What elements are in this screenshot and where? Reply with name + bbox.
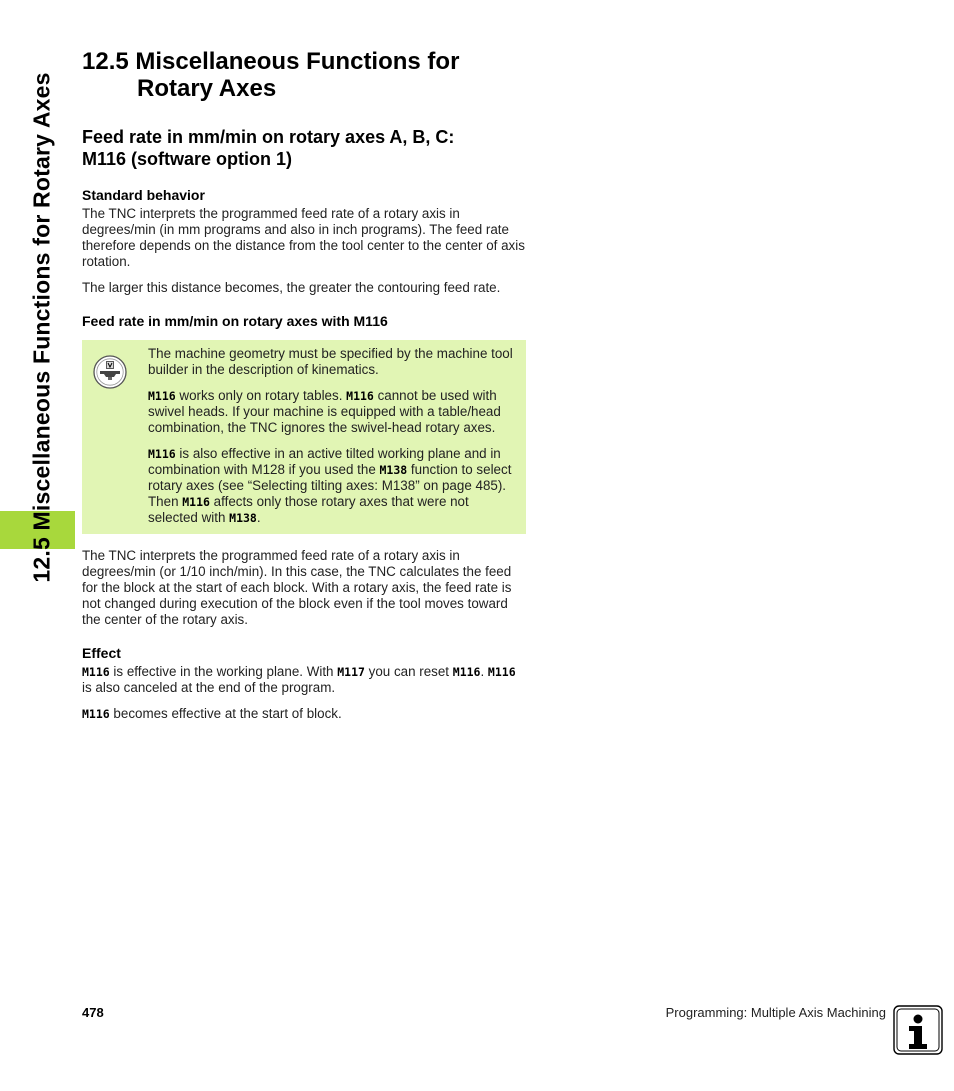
section-title-line1: 12.5 Miscellaneous Functions for: [82, 48, 460, 75]
section-title: [82, 48, 526, 102]
note-paragraph-3: M116 is also effective in an active tilted working plane and in combination with M128 if you used the M138 function to select rotary axes (see “Selecting tilting axes: M138” on page 485). Then M116 affects only those rotary axes that were not selected with M138.: [148, 446, 512, 525]
subsection-title: Feed rate in mm/min on rotary axes A, B, C: M116 (software option 1): [82, 127, 455, 169]
effect-heading: Effect: [82, 645, 121, 661]
m116-paragraph: The TNC interprets the programmed feed rate of a rotary axis in degrees/min (or 1/10 inch/min). In this case, the TNC calculates the feed for the block at the start of each block. With a rotary axis, the feed rate is not changed during execution of the block even if the tool moves toward the center of the rotary axis.: [82, 548, 512, 627]
standard-paragraph-2: The larger this distance becomes, the greater the contouring feed rate.: [82, 280, 501, 295]
footer-chapter-title: Programming: Multiple Axis Machining: [665, 1005, 886, 1020]
machine-manual-icon: [93, 355, 127, 389]
info-icon: [893, 1005, 943, 1055]
note-paragraph-2: M116 works only on rotary tables. M116 cannot be used with swivel heads. If your machine is equipped with a table/head combination, the TNC ignores the swivel-head rotary axes.: [148, 388, 501, 435]
note-paragraph-1: The machine geometry must be specified by the machine tool builder in the description of kinematics.: [148, 346, 513, 377]
effect-paragraph-2: M116 becomes effective at the start of block.: [82, 706, 342, 721]
standard-paragraph-1: The TNC interprets the programmed feed rate of a rotary axis in degrees/min (in mm programs and also in inch programs). The feed rate therefore depends on the distance from the tool center to the center of axis rotation.: [82, 206, 525, 269]
standard-behavior-heading: Standard behavior: [82, 187, 205, 203]
page-number: 478: [82, 1005, 104, 1020]
effect-paragraph-1: M116 is effective in the working plane. With M117 you can reset M116. M116 is also canceled at the end of the program.: [82, 664, 516, 695]
page-content: [82, 48, 526, 732]
m116-heading: Feed rate in mm/min on rotary axes with M116: [82, 313, 388, 329]
section-title-line2: Rotary Axes: [137, 75, 277, 102]
machine-note-box: [82, 340, 526, 534]
chapter-side-title: [26, 45, 58, 610]
chapter-side-title-text: 12.5 Miscellaneous Functions for Rotary Axes: [28, 72, 55, 583]
